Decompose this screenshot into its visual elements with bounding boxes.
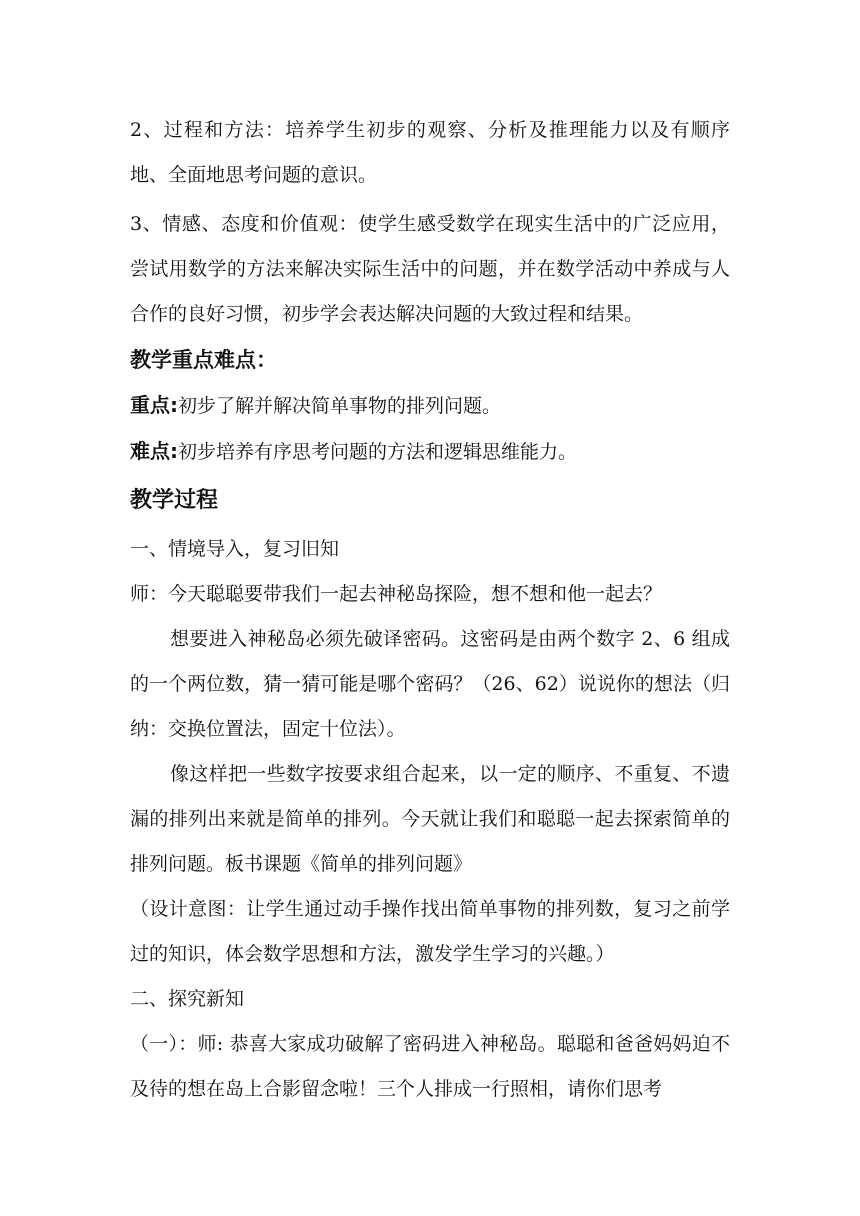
teacher-line: 师：今天聪聪要带我们一起去神秘岛探险，想不想和他一起去？ [130, 583, 663, 605]
objective-emotion: 3、情感、态度和价值观：使学生感受数学在现实生活中的广泛应用，尝试用数学的方法来解决实际生活中的问题，并在数学活动中养成与人合作的良好习惯，初步学会表达解决问题的大致过程和结果。 [130, 213, 730, 325]
difficulty-paragraph [130, 429, 730, 475]
key-points-heading: 教学重点难点： [130, 348, 277, 372]
difficulty-text: 初步培养有序思考问题的方法和逻辑思维能力。 [178, 441, 578, 463]
process-heading: 教学过程 [130, 488, 219, 513]
section1-title: 一、情境导入，复习旧知 [130, 538, 340, 560]
intro-paragraph-1: 想要进入神秘岛必须先破译密码。这密码是由两个数字 2、6 组成的一个两位数，猜一猜可能是哪个密码？（26、62）说说你的想法（归纳：交换位置法，固定十位法）。 [130, 628, 730, 740]
document-page [130, 108, 730, 1112]
focus-text: 初步了解并解决简单事物的排列问题。 [178, 395, 502, 417]
focus-label: 重点: [130, 393, 178, 417]
part1-paragraph: （一）：师: 恭喜大家成功破解了密码进入神秘岛。聪聪和爸爸妈妈迫不及待的想在岛上合影留念啦！三个人排成一行照相，请你们思考 [130, 1033, 730, 1100]
objective-process: 2、过程和方法：培养学生初步的观察、分析及推理能力以及有顺序地、全面地思考问题的意识。 [130, 119, 730, 186]
intro-paragraph-2: 像这样把一些数字按要求组合起来，以一定的顺序、不重复、不遗漏的排列出来就是简单的排列。今天就让我们和聪聪一起去探索简单的排列问题。板书课题《简单的排列问题》 [130, 763, 730, 875]
focus-paragraph [130, 383, 730, 429]
difficulty-label: 难点: [130, 439, 178, 463]
design-intent: （设计意图：让学生通过动手操作找出简单事物的排列数，复习之前学过的知识，体会数学思想和方法，激发学生学习的兴趣。） [130, 898, 730, 965]
section2-title: 二、探究新知 [130, 988, 245, 1010]
